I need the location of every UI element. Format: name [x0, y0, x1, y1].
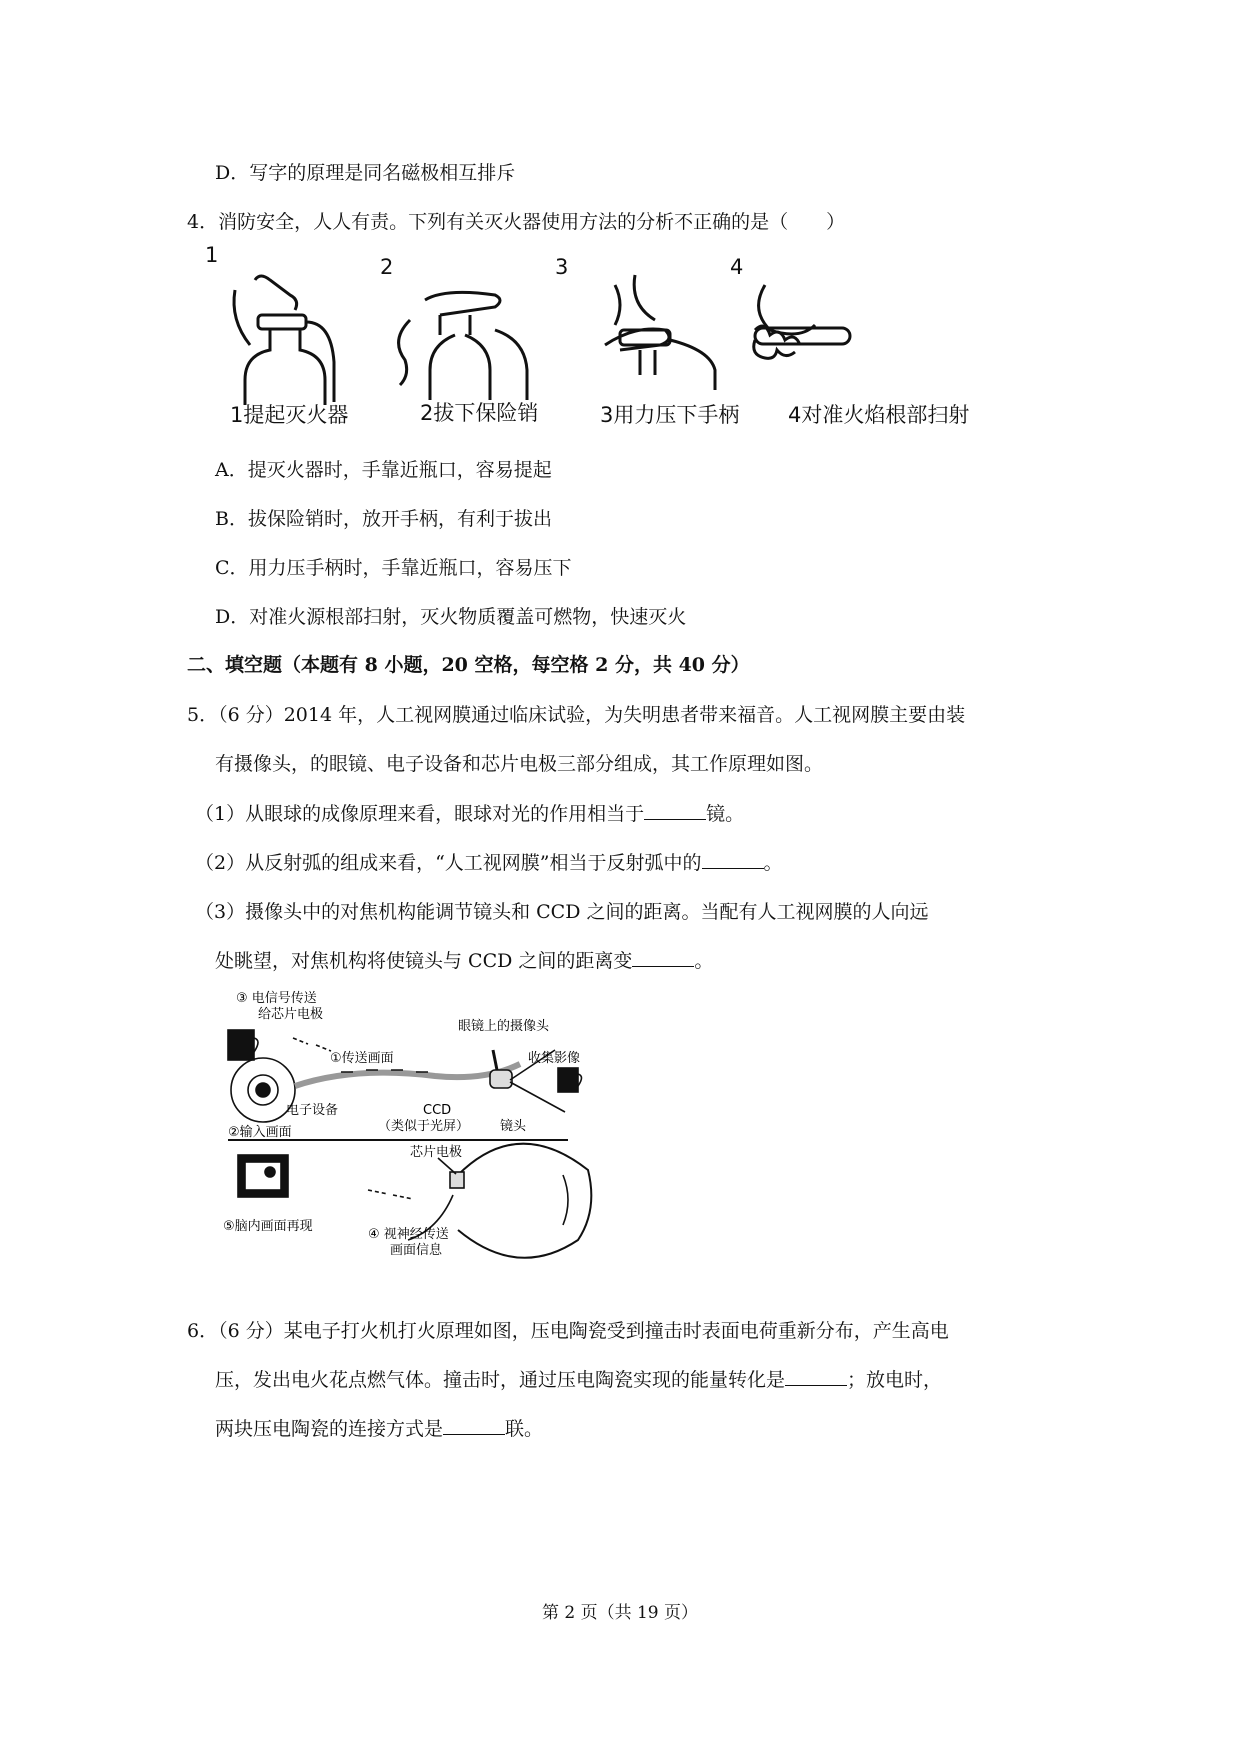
q5-stem-line2: 有摄像头，的眼镜、电子设备和芯片电极三部分组成，其工作原理如图。 — [215, 753, 824, 775]
panel-4-caption: 4对准火焰根部扫射 — [788, 403, 970, 427]
q5-sub3-tail: 。 — [694, 950, 714, 972]
cup-icon — [228, 1030, 254, 1060]
q6-line3-text: 两块压电陶瓷的连接方式是 — [215, 1418, 444, 1440]
collect-label: 收集影像 — [528, 1051, 581, 1066]
q5-sub3-line1: （3）摄像头中的对焦机构能调节镜头和 CCD 之间的距离。当配有人工视网膜的人向远 — [195, 901, 929, 923]
step5-label: ⑤脑内画面再现 — [223, 1219, 313, 1234]
q6-line2 — [215, 1367, 942, 1393]
section-heading: 二、填空题（本题有 8 小题，20 空格，每空格 2 分，共 40 分） — [187, 654, 750, 676]
q4-option-c: C．用力压手柄时，手靠近瓶口，容易压下 — [215, 557, 572, 579]
panel-4-number: 4 — [730, 255, 744, 279]
fire-extinguisher-figure — [205, 243, 1010, 435]
q4-stem: 4．消防安全，人人有责。下列有关灭火器使用方法的分析不正确的是（ ） — [187, 211, 846, 233]
step2-label: ②输入画面 — [228, 1125, 292, 1140]
q6-line2-tail: ；放电时， — [847, 1369, 943, 1391]
q3-option-d: D．写字的原理是同名磁极相互排斥 — [215, 162, 516, 184]
q5-sub3-text: 处眺望，对焦机构将使镜头与 CCD 之间的距离变 — [215, 950, 633, 972]
lens-label: 镜头 — [500, 1119, 527, 1134]
page-footer: 第 2 页（共 19 页） — [541, 1603, 699, 1623]
answer-blank[interactable] — [443, 1416, 505, 1435]
chip-label: 芯片电极 — [410, 1145, 463, 1160]
ccd-label-line2: （类似于光屏） — [378, 1119, 470, 1134]
panel-2-caption: 2拔下保险销 — [420, 401, 539, 425]
retina-diagram-illustration — [218, 990, 618, 1290]
panel-1-caption: 1提起灭火器 — [230, 403, 349, 427]
step4-label-line1: ④ 视神经传送 — [368, 1227, 449, 1242]
step3-label-line1: ③ 电信号传送 — [236, 991, 317, 1006]
step4-label-line2: 画面信息 — [390, 1243, 443, 1258]
q5-sub2-tail: 。 — [763, 852, 783, 874]
q5-sub2 — [195, 850, 783, 876]
q6-line3 — [215, 1416, 543, 1442]
step1-label: ①传送画面 — [330, 1051, 394, 1066]
q4-option-d: D．对准火源根部扫射，灭火物质覆盖可燃物，快速灭火 — [215, 606, 687, 628]
q5-sub1-tail: 镜。 — [706, 803, 745, 825]
answer-blank[interactable] — [644, 801, 706, 820]
panel-1-number: 1 — [205, 243, 219, 267]
device-label: 电子设备 — [286, 1103, 339, 1118]
panel-2-number: 2 — [380, 255, 394, 279]
q6-line1: 6．（6 分）某电子打火机打火原理如图，压电陶瓷受到撞击时表面电荷重新分布，产生高电 — [187, 1320, 949, 1342]
answer-blank[interactable] — [785, 1367, 847, 1386]
ccd-label-line1: CCD — [423, 1103, 452, 1118]
answer-blank[interactable] — [702, 850, 764, 869]
camera-label: 眼镜上的摄像头 — [458, 1019, 550, 1034]
artificial-retina-diagram — [218, 990, 618, 1290]
q5-sub1-text: （1）从眼球的成像原理来看，眼球对光的作用相当于 — [195, 803, 645, 825]
q5-sub2-text: （2）从反射弧的组成来看，“人工视网膜”相当于反射弧中的 — [195, 852, 702, 874]
q4-option-b: B．拔保险销时，放开手柄，有利于拔出 — [215, 508, 552, 530]
fire-extinguisher-illustration — [205, 243, 1010, 435]
panel-3-caption: 3用力压下手柄 — [600, 403, 740, 427]
step3-label-line2: 给芯片电极 — [258, 1007, 324, 1022]
q4-option-a: A．提灭火器时，手靠近瓶口，容易提起 — [215, 459, 552, 481]
q5-sub1 — [195, 801, 744, 827]
answer-blank[interactable] — [632, 948, 694, 967]
q6-line2-text: 压，发出电火花点燃气体。撞击时，通过压电陶瓷实现的能量转化是 — [215, 1369, 786, 1391]
panel-3-number: 3 — [555, 255, 569, 279]
q6-line3-tail: 联。 — [505, 1418, 544, 1440]
q5-stem-line1: 5．（6 分）2014 年，人工视网膜通过临床试验，为失明患者带来福音。人工视网膜主要由装 — [187, 704, 966, 726]
q5-sub3-line2 — [215, 948, 713, 974]
